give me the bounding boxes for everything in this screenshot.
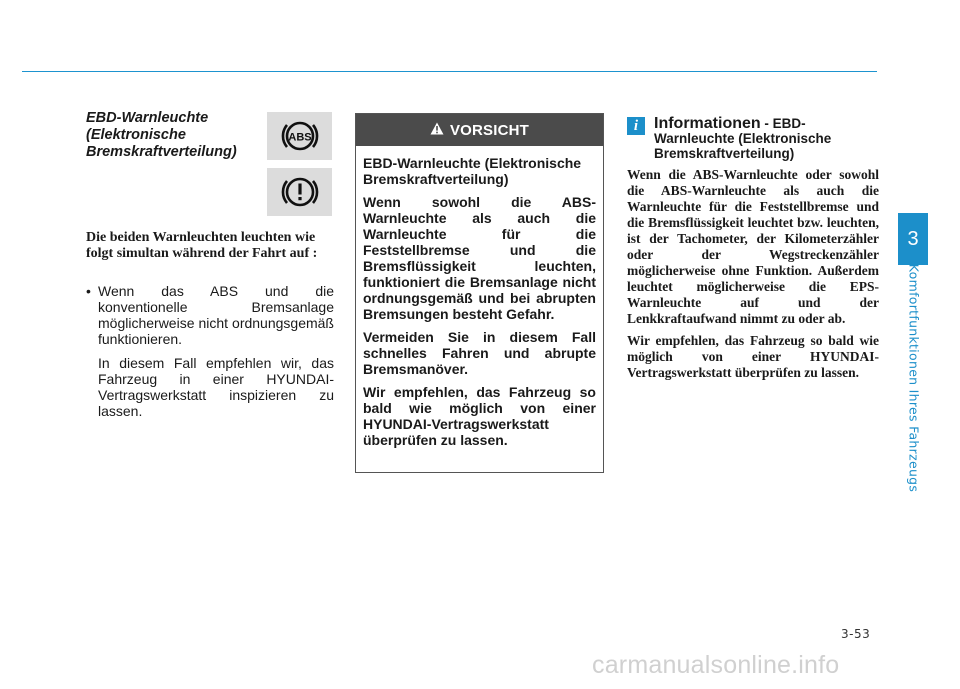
list-item xyxy=(86,283,334,347)
info-icon: i xyxy=(627,117,645,135)
bullet-text: Wenn das ABS und die konventionelle Bremsanlage möglicherweise nicht ordnungsgemäß funktionieren. xyxy=(98,283,334,347)
left-column xyxy=(86,110,334,419)
bullet-followup: In diesem Fall empfehlen wir, das Fahrzeug in einer HYUNDAI-Vertragswerkstatt inspizieren zu lassen. xyxy=(98,355,334,419)
info-paragraph-1: Wenn die ABS-Warnleuchte oder sowohl die ABS-Warnleuchte als auch die Warnleuchte für die Feststellbremse und die Bremsflüssigkeit leuchtet bzw. leuchten, ist der Tachometer, der Kilometerzähler oder der Wegstreckenzähler möglicherweise ohne Funktion. Außerdem leuchtet möglicherweise die EPS-Warnleuchte auf und der Lenkkraftaufwand nimmt zu oder ab. xyxy=(627,167,879,326)
info-title-sub: - EBD-Warnleuchte (Elektronische Bremskraftverteilung) xyxy=(654,116,832,161)
warning-triangle-icon xyxy=(430,122,444,139)
caution-paragraph-3: Wir empfehlen, das Fahrzeug so bald wie möglich von einer HYUNDAI-Vertragswerkstatt überprüfen zu lassen. xyxy=(363,384,596,448)
section-number: 3 xyxy=(907,227,919,250)
section-title: Komfortfunktionen Ihres Fahrzeugs xyxy=(906,263,922,493)
info-column xyxy=(627,116,879,387)
caution-paragraph-1: Wenn sowohl die ABS-Warnleuchte als auch die Warnleuchte für die Feststellbremse und die Bremsflüssigkeit leuchten, funktioniert die Bremsanlage nicht ordnungsgemäß und bei abrupten Bremsungen besteht Gefahr. xyxy=(363,194,596,322)
lead-text: Die beiden Warnleuchten leuchten wie folgt simultan während der Fahrt auf : xyxy=(86,230,318,261)
caution-header xyxy=(356,114,603,146)
caution-paragraph-2: Vermeiden Sie in diesem Fall schnelles Fahren und abrupte Bremsmanöver. xyxy=(363,329,596,377)
bullet-list xyxy=(86,283,334,419)
top-divider xyxy=(22,71,877,72)
info-title xyxy=(654,116,879,161)
caution-body xyxy=(356,146,603,448)
info-title-main: Informationen xyxy=(654,115,761,132)
bullet-symbol: • xyxy=(86,283,91,299)
page-number: 3-53 xyxy=(841,627,871,641)
info-heading xyxy=(627,116,879,161)
abs-icon-label: ABS xyxy=(287,131,312,144)
ebd-heading: EBD-Warnleuchte (Elektronische Bremskraftverteilung) xyxy=(86,110,237,160)
caution-label: VORSICHT xyxy=(449,121,530,139)
section-number-tab xyxy=(898,213,928,265)
watermark: carmanualsonline.info xyxy=(592,651,840,679)
info-text xyxy=(627,167,879,381)
caution-box xyxy=(355,113,604,473)
info-paragraph-2: Wir empfehlen, das Fahrzeug so bald wie möglich von einer HYUNDAI-Vertragswerkstatt überprüfen zu lassen. xyxy=(627,333,879,380)
abs-warning-icon xyxy=(267,112,332,160)
caution-intro: EBD-Warnleuchte (Elektronische Bremskraftverteilung) xyxy=(363,155,582,187)
brake-warning-icon xyxy=(267,168,332,216)
section-title-vertical xyxy=(904,262,924,494)
